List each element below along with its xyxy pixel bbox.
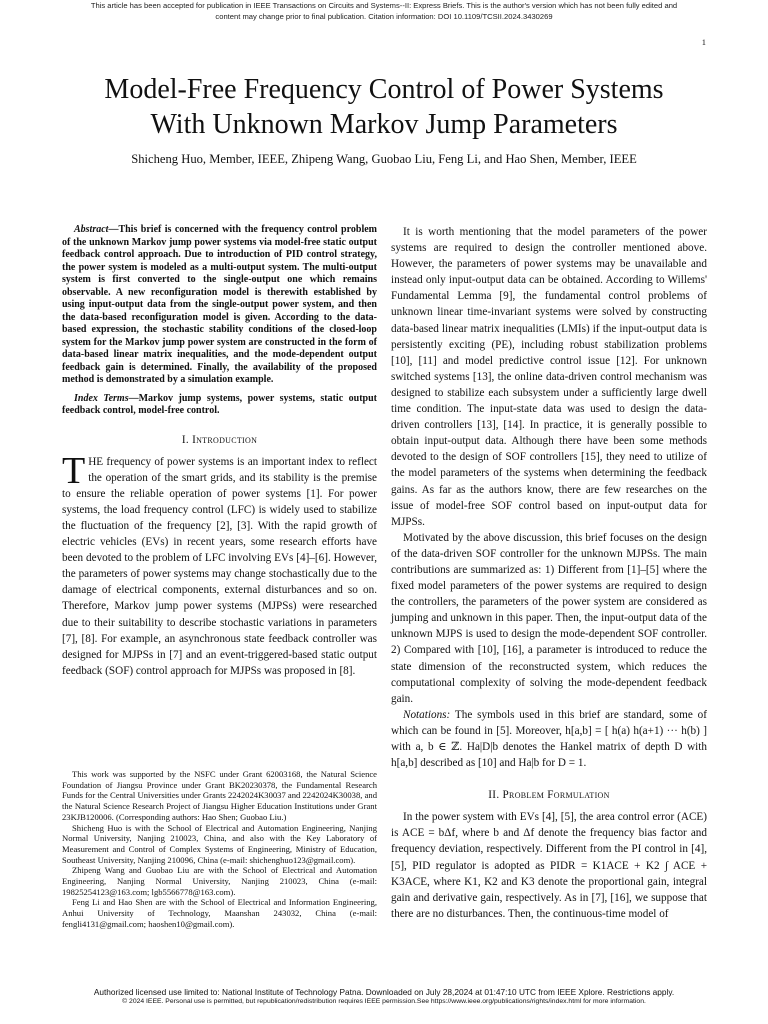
- section-title: Problem Formulation: [502, 789, 610, 802]
- license-line-1: Authorized licensed use limited to: National Institute of Technology Patna. Downloaded on July 28,2024 at 01:47:10 UTC from IEEE Xplore. Restrictions apply.: [93, 987, 675, 997]
- right-column: [391, 224, 707, 922]
- abstract-text: —This brief is concerned with the frequency control problem of the unknown Markov jump power systems via model-free static output feedback control approach. Due to introduction of PID control strategy, the power system is modeled as a multi-output system. The multi-output system is first converted to the single-output one which remains observable. A new reconfiguration model is therewith established by using input-output data from the single-output power system, and then the data-based reconfiguration model is given. According to the data-based expression, the stochastic stability conditions of the closed-loop system for the Markov jump power system are constructed in the form of data-based linear matrix inequalities, and the mode-dependent output feedback gain is determined. Finally, the availability of the proposed method is demonstrated by a simulation example.: [62, 224, 377, 385]
- footnote-affiliation-huo: Shicheng Huo is with the School of Electrical and Automation Engineering, Nanjing Normal University, Nanjing 210023, China, and also with the Key Laboratory of Measurement and Control of Complex Systems of Engineering, Ministry of Education, Southeast University, Nanjing 210096, China (e-mail: shichenghuo123@gmail.com).: [62, 822, 377, 865]
- section-title: Introduction: [192, 433, 258, 446]
- index-terms-text: —Markov jump systems, power systems, static output feedback control, model-free control.: [62, 392, 377, 416]
- notations-text: The symbols used in this brief are standard, some of which can be found in [5]. Moreover, h[a,b] = [ h(a) h(a+1) ··· h(b) ] with a, b ∈ ℤ. Ha|D|b denotes the Hankel matrix of depth D with h[a,b] described as [10] and Ha|b for D = 1.: [391, 708, 707, 770]
- index-terms-label: Index Terms: [74, 392, 129, 404]
- intro-paragraph: [62, 449, 377, 679]
- footnotes: [62, 769, 377, 930]
- notice-line-1: This article has been accepted for publication in IEEE Transactions on Circuits and Systems--II: Express Briefs. This is the author's version which has not been fully edited and: [90, 1, 678, 10]
- page-number: 1: [701, 37, 706, 47]
- abstract-label: Abstract: [74, 224, 109, 235]
- title-line-1: Model-Free Frequency Control of Power Systems: [104, 74, 664, 105]
- index-terms: [62, 393, 377, 418]
- formulation-paragraph: In the power system with EVs [4], [5], the area control error (ACE) is ACE = bΔf, where b and Δf denote the frequency bias factor and frequency deviation, respectively. Different from the PI control in [4], [5], PID regulator is adopted as PIDR = K1ACE + K2 ∫ ACE + K3ACE, where K1, K2 and K3 denote the proportional gain, integral gain and derivative gain, respectively. As in [7], [16], we suppose that there are no disturbances. Then, the continuous-time model of: [391, 811, 707, 920]
- notice-line-2: content may change prior to final publication. Citation information: DOI 10.1109/TCSII.2024.3430269: [215, 12, 553, 21]
- license-footer: [40, 987, 728, 1007]
- left-column: [62, 224, 377, 679]
- notations-label: Notations:: [403, 708, 451, 721]
- body-paragraph-2: Motivated by the above discussion, this brief focuses on the design of the data-driven SOF controller for the unknown MJPSs. The main contributions are summarized as: 1) Different from [1]–[5] where the fixed model parameters of the power systems are required to design the controllers, the parameters of the power system are considered as jumping and unknown in this paper. Then, the input-output data of the unknown MJPS is used to design the mode-dependent SOF controller. 2) Compared with [10], [16], a parameter is introduced to reduce the state dimension of the reconstructed system, which reduces the computational complexity of solving the mode-dependent feedback gain.: [391, 531, 707, 705]
- section-numeral: II.: [488, 789, 503, 802]
- abstract: [62, 224, 377, 387]
- footnote-affiliation-li-shen: Feng Li and Hao Shen are with the School of Electrical and Information Engineering, Anhui University of Technology, Maanshan 243032, China (e-mail: fengli4131@gmail.com; haoshen10@gmail.com).: [62, 897, 377, 929]
- intro-paragraph-text: HE frequency of power systems is an important index to reflect the operation of the smart grids, and its stability is the premise to ensure the reliable operation of power systems [1]. For power systems, the load frequency control (LFC) is widely used to stabilize the fluctuation of the frequency [2], [3]. With the rapid growth of electric vehicles (EVs) in recent years, some research efforts have been devoted to the problem of LFC involving EVs [4]–[6]. However, the parameters of power systems may change stochastically due to the damage of electrical components, external disturbances and so on. Therefore, Markov jump power systems (MJPSs) were researched due to their suitability to describe stochastic variations in parameters [7], [8]. For example, an asynchronous state feedback controller was designed for MJPSs in [7] and an event-triggered-based static output feedback (SOF) control approach for MJPSs was proposed in [8].: [62, 455, 377, 677]
- paper-title: [40, 72, 728, 142]
- section-heading-introduction: [62, 432, 377, 448]
- publication-notice: [60, 0, 708, 22]
- footnote-affiliation-wang-liu: Zhipeng Wang and Guobao Liu are with the School of Electrical and Automation Engineering, Nanjing Normal University, Nanjing 210023, China (e-mail: 19825254123@163.com; lgb5566778@163.com).: [62, 865, 377, 897]
- section-numeral: I.: [181, 433, 193, 446]
- body-paragraph-1: It is worth mentioning that the model parameters of the power systems are required to design the controller mentioned above. However, the parameters of power systems may be unavailable and instead only input-output data can be obtained. According to Willems' Fundamental Lemma [9], the fundamental control problems of unknown linear time-invariant systems were solved by constructing data-based linear matrix inequalities (LMIs) if the input-output data is persistently exciting (PE), including robust stabilization problems [10], [11] and model predictive control issue [12]. For unknown switched systems [13], the online data-driven control mechanism was designed to stabilize each subsystem under a sufficiently large dwell time condition. The input-state data was used to design the data-driven controllers [13], [14]. In practice, it is generally possible to obtain input-output data. Although there have been some methods devoted to the design of SOF controllers [15], they need to utilize of the model parameters of the systems when determining the feedback gains. As far as the authors know, there are few researches on the issue of model-free SOF control based on input-output data for MJPSs.: [391, 226, 707, 528]
- license-line-2: © 2024 IEEE. Personal use is permitted, but republication/redistribution requires IEEE permission.See https://www.ieee.org/publications/rights/index.html for more information.: [122, 998, 646, 1005]
- title-line-2: With Unknown Markov Jump Parameters: [150, 109, 618, 140]
- author-list: Shicheng Huo, Member, IEEE, Zhipeng Wang, Guobao Liu, Feng Li, and Hao Shen, Member, IEEE: [131, 152, 637, 166]
- footnote-funding: This work was supported by the NSFC under Grant 62003168, the Natural Science Foundation of Jiangsu Province under Grant BK20230378, the Fundamental Research Funds for the Central Universities under Grants 2242024K30037 and 2242024K30038, and the Natural Science Research Project of Jiangsu Higher Education Institutions under Grant 23KJB120006. (Corresponding authors: Hao Shen; Guobao Liu.): [62, 769, 377, 822]
- notations-paragraph: [391, 707, 707, 771]
- drop-cap: T: [62, 449, 86, 492]
- section-heading-problem-formulation: [391, 787, 707, 803]
